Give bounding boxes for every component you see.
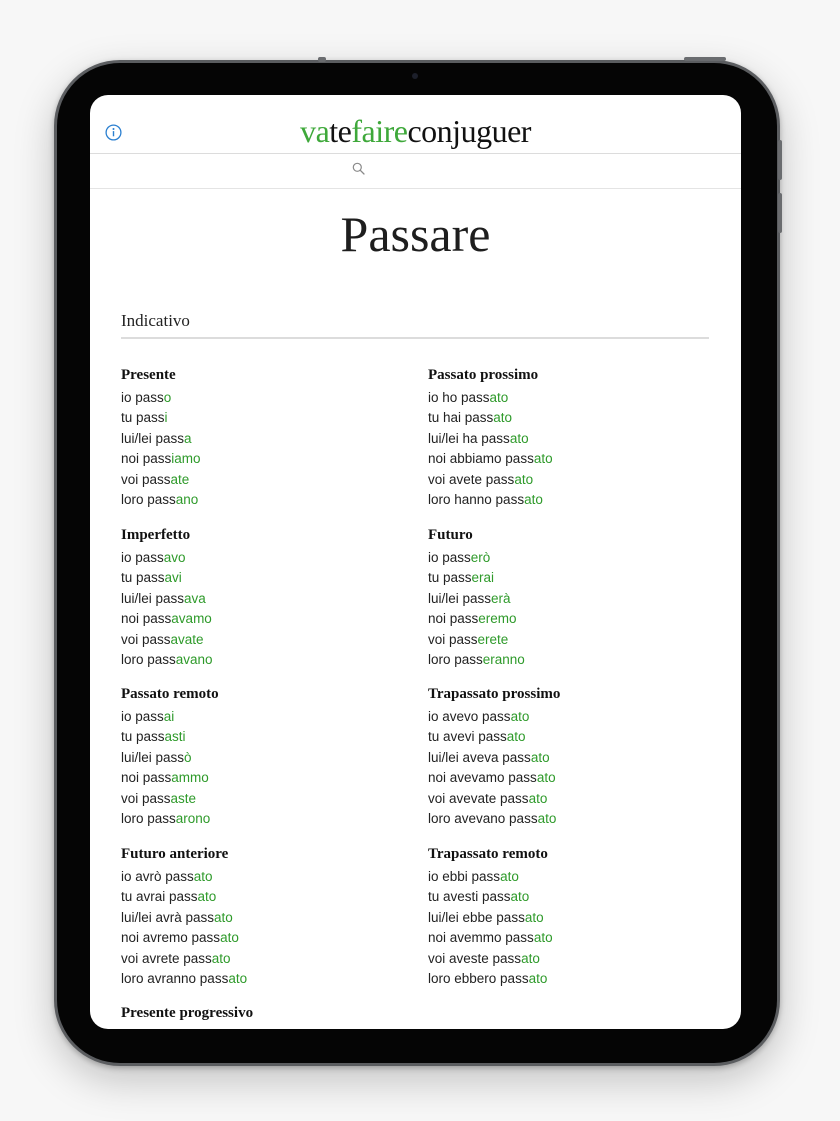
verb-title: Passare — [340, 206, 491, 262]
front-camera — [412, 73, 418, 79]
conjugation-row — [428, 408, 718, 428]
conjugation-stem: noi avevamo pass — [428, 770, 537, 786]
tense-block — [121, 685, 411, 829]
conjugation-ending: ato — [536, 770, 556, 786]
conjugation-ending: ato — [533, 930, 553, 946]
conjugation-stem: lui/lei pass — [121, 590, 185, 606]
conjugation-ending: ato — [521, 950, 540, 966]
conjugation-stem: noi abbiamo pass — [428, 451, 534, 467]
search-input[interactable] — [370, 160, 674, 182]
conjugation-ending: ato — [214, 909, 233, 925]
top-button — [684, 57, 726, 61]
conjugation-ending: ato — [211, 950, 231, 966]
conjugation-ending: ato — [528, 970, 548, 986]
tense-block — [428, 845, 718, 989]
conjugation-ending: ato — [510, 709, 530, 724]
conjugation-row — [121, 727, 411, 747]
conjugation-ending: ato — [493, 410, 513, 426]
conjugation-ending: ato — [220, 930, 239, 946]
tense-name: Imperfetto — [121, 527, 191, 543]
conjugation-ending: ato — [528, 790, 548, 806]
conjugation-row — [428, 908, 718, 928]
app-header — [90, 95, 741, 154]
conjugation-ending: avamo — [171, 611, 212, 627]
conjugation-stem: tu avevi pass — [428, 729, 507, 745]
conjugation-row — [121, 568, 411, 588]
conjugation-stem: voi avevate pass — [428, 790, 529, 806]
conjugation-ending: ato — [514, 471, 534, 487]
conjugation-ending: ava — [184, 590, 206, 606]
conjugation-stem: io pass — [121, 709, 164, 724]
conjugation-ending: a — [184, 430, 192, 446]
tense-name: Passato remoto — [121, 686, 219, 702]
logo-part-faire: faire — [351, 113, 408, 149]
conjugation-row — [121, 707, 411, 727]
conjugation-stem: lui/lei pass — [121, 749, 185, 765]
conjugation-ending: iamo — [171, 451, 201, 467]
conjugation-row — [428, 609, 718, 629]
conjugation-stem: io pass — [121, 390, 164, 405]
conjugation-row — [121, 908, 411, 928]
conjugation-stem: loro ebbero pass — [428, 970, 529, 986]
conjugation-stem: voi avrete pass — [121, 950, 212, 966]
conjugation-row — [121, 650, 411, 670]
conjugation-row — [121, 887, 411, 907]
conjugation-row — [121, 928, 411, 948]
conjugation-ending: ato — [530, 749, 550, 765]
conjugation-ending: ato — [197, 889, 217, 905]
conjugation-row — [121, 449, 411, 469]
tense-block — [121, 1004, 411, 1026]
search-bar[interactable] — [90, 154, 741, 189]
conjugation-stem: voi avete pass — [428, 471, 515, 487]
conjugation-ending: o — [163, 390, 172, 405]
conjugation-row — [428, 490, 718, 510]
logo-part-te: te — [329, 113, 352, 149]
conjugation-row — [428, 949, 718, 969]
conjugation-row — [121, 768, 411, 788]
logo-part-va: va — [300, 113, 330, 149]
conjugation-stem: tu pass — [428, 570, 472, 586]
conjugation-row — [428, 707, 718, 727]
conjugation-stem: io pass — [121, 550, 164, 565]
conjugation-row — [121, 388, 411, 408]
conjugation-stem: tu avesti pass — [428, 889, 511, 905]
conjugation-stem: io avevo pass — [428, 709, 511, 724]
conjugation-row — [121, 630, 411, 650]
conjugation-stem: tu pass — [121, 410, 165, 426]
conjugation-row — [428, 650, 718, 670]
conjugation-stem: loro avranno pass — [121, 970, 229, 986]
conjugation-ending: asti — [164, 729, 186, 745]
conjugation-row — [428, 928, 718, 948]
conjugation-row — [428, 449, 718, 469]
conjugation-ending: ato — [509, 430, 529, 446]
conjugation-stem: lui/lei pass — [121, 430, 185, 446]
conjugation-ending: ano — [175, 491, 199, 507]
conjugation-ending: avo — [163, 550, 186, 565]
conjugation-stem: io ho pass — [428, 390, 490, 405]
conjugation-row — [121, 589, 411, 609]
conjugation-stem: io ebbi pass — [428, 869, 501, 884]
conjugation-stem: tu pass — [121, 729, 165, 745]
conjugation-ending: ato — [228, 970, 248, 986]
conjugation-stem: io avrò pass — [121, 869, 194, 884]
conjugation-stem: tu avrai pass — [121, 889, 198, 905]
tense-block — [428, 366, 718, 510]
conjugation-row — [121, 429, 411, 449]
conjugation-ending: avate — [170, 631, 204, 647]
conjugation-stem: loro pass — [121, 491, 176, 507]
conjugation-ending: arono — [175, 810, 211, 826]
conjugation-stem: voi pass — [121, 790, 171, 806]
conjugation-stem: loro pass — [428, 651, 483, 667]
conjugation-stem: voi aveste pass — [428, 950, 522, 966]
tense-name: Presente progressivo — [121, 1005, 254, 1021]
conjugation-row — [121, 748, 411, 768]
tense-block — [121, 526, 411, 670]
conjugation-stem: loro hanno pass — [428, 491, 525, 507]
conjugation-row — [428, 969, 718, 989]
mood-divider — [121, 337, 709, 339]
volume-down-button — [778, 193, 782, 233]
conjugation-ending: ato — [489, 390, 509, 405]
conjugation-ending: aste — [170, 790, 197, 806]
conjugation-row — [428, 589, 718, 609]
tense-name: Trapassato remoto — [428, 846, 548, 862]
conjugation-row — [121, 548, 411, 568]
conjugation-row — [428, 548, 718, 568]
tense-name: Futuro anteriore — [121, 846, 229, 862]
conjugation-row — [428, 568, 718, 588]
conjugation-ending: erà — [491, 590, 511, 606]
conjugation-stem: lui/lei aveva pass — [428, 749, 531, 765]
conjugation-row — [428, 768, 718, 788]
tense-name: Presente — [121, 367, 176, 383]
conjugation-row — [121, 969, 411, 989]
conjugation-stem: noi pass — [121, 770, 172, 786]
conjugation-stem: noi pass — [121, 451, 172, 467]
conjugation-ending: ate — [170, 471, 190, 487]
conjugation-row — [121, 490, 411, 510]
conjugation-row — [121, 609, 411, 629]
conjugation-ending: avi — [164, 570, 182, 586]
conjugation-ending: erò — [470, 550, 491, 565]
conjugation-stem: voi pass — [121, 471, 171, 487]
tense-name: Trapassato prossimo — [428, 686, 561, 702]
conjugation-row — [428, 748, 718, 768]
conjugation-row — [428, 388, 718, 408]
app-screen — [90, 95, 741, 1029]
conjugation-stem: tu pass — [121, 570, 165, 586]
conjugation-ending: ato — [524, 491, 543, 507]
conjugation-ending: eremo — [478, 611, 517, 627]
conjugation-stem: lui/lei avrà pass — [121, 909, 215, 925]
conjugation-ending: i — [164, 410, 168, 426]
conjugation-stem: lui/lei pass — [428, 590, 492, 606]
conjugation-stem: noi pass — [428, 611, 479, 627]
volume-up-button — [778, 140, 782, 180]
conjugation-row — [121, 789, 411, 809]
tense-block — [121, 366, 411, 510]
conjugation-row — [428, 727, 718, 747]
tense-block — [428, 526, 718, 670]
conjugation-ending: ai — [163, 709, 175, 724]
conjugation-stem: loro pass — [121, 651, 176, 667]
conjugation-ending: erete — [477, 631, 509, 647]
conjugation-ending: ato — [533, 451, 553, 467]
top-notch-button — [318, 57, 326, 62]
conjugation-stem: loro avevano pass — [428, 810, 538, 826]
conjugation-ending: ammo — [171, 770, 209, 786]
conjugation-ending: ato — [506, 729, 526, 745]
conjugation-stem: noi pass — [121, 611, 172, 627]
conjugation-ending: ò — [184, 749, 192, 765]
conjugation-ending: ato — [524, 909, 544, 925]
conjugation-ending: eranno — [482, 651, 525, 667]
conjugation-stem: voi pass — [428, 631, 478, 647]
conjugation-row — [121, 809, 411, 829]
conjugation-row — [428, 429, 718, 449]
conjugation-row — [428, 887, 718, 907]
conjugation-stem: voi pass — [121, 631, 171, 647]
search-icon[interactable] — [352, 162, 365, 175]
mood-title: Indicativo — [121, 311, 190, 330]
tense-name: Passato prossimo — [428, 367, 539, 383]
conjugation-stem: io pass — [428, 550, 471, 565]
conjugation-stem: noi avemmo pass — [428, 930, 534, 946]
conjugation-row — [428, 809, 718, 829]
logo-part-conjuguer: conjuguer — [407, 113, 531, 149]
conjugation-row — [121, 470, 411, 490]
conjugation-row — [121, 949, 411, 969]
conjugation-stem: noi avremo pass — [121, 930, 221, 946]
conjugation-ending: erai — [471, 570, 495, 586]
tense-block — [121, 845, 411, 989]
conjugation-ending: ato — [510, 889, 530, 905]
conjugation-row — [121, 867, 411, 887]
app-logo — [90, 111, 741, 151]
conjugation-row — [428, 470, 718, 490]
conjugation-stem: lui/lei ha pass — [428, 430, 510, 446]
conjugation-row — [428, 789, 718, 809]
conjugation-row — [121, 408, 411, 428]
conjugation-stem: loro pass — [121, 810, 176, 826]
conjugation-ending: avano — [175, 651, 213, 667]
conjugation-ending: ato — [537, 810, 557, 826]
conjugation-row — [428, 867, 718, 887]
conjugation-ending: ato — [193, 869, 213, 884]
conjugation-stem: lui/lei ebbe pass — [428, 909, 525, 925]
conjugation-ending: ato — [500, 869, 519, 884]
tense-block — [428, 685, 718, 829]
tense-name: Futuro — [428, 527, 473, 543]
conjugation-row — [428, 630, 718, 650]
conjugation-stem: tu hai pass — [428, 410, 494, 426]
